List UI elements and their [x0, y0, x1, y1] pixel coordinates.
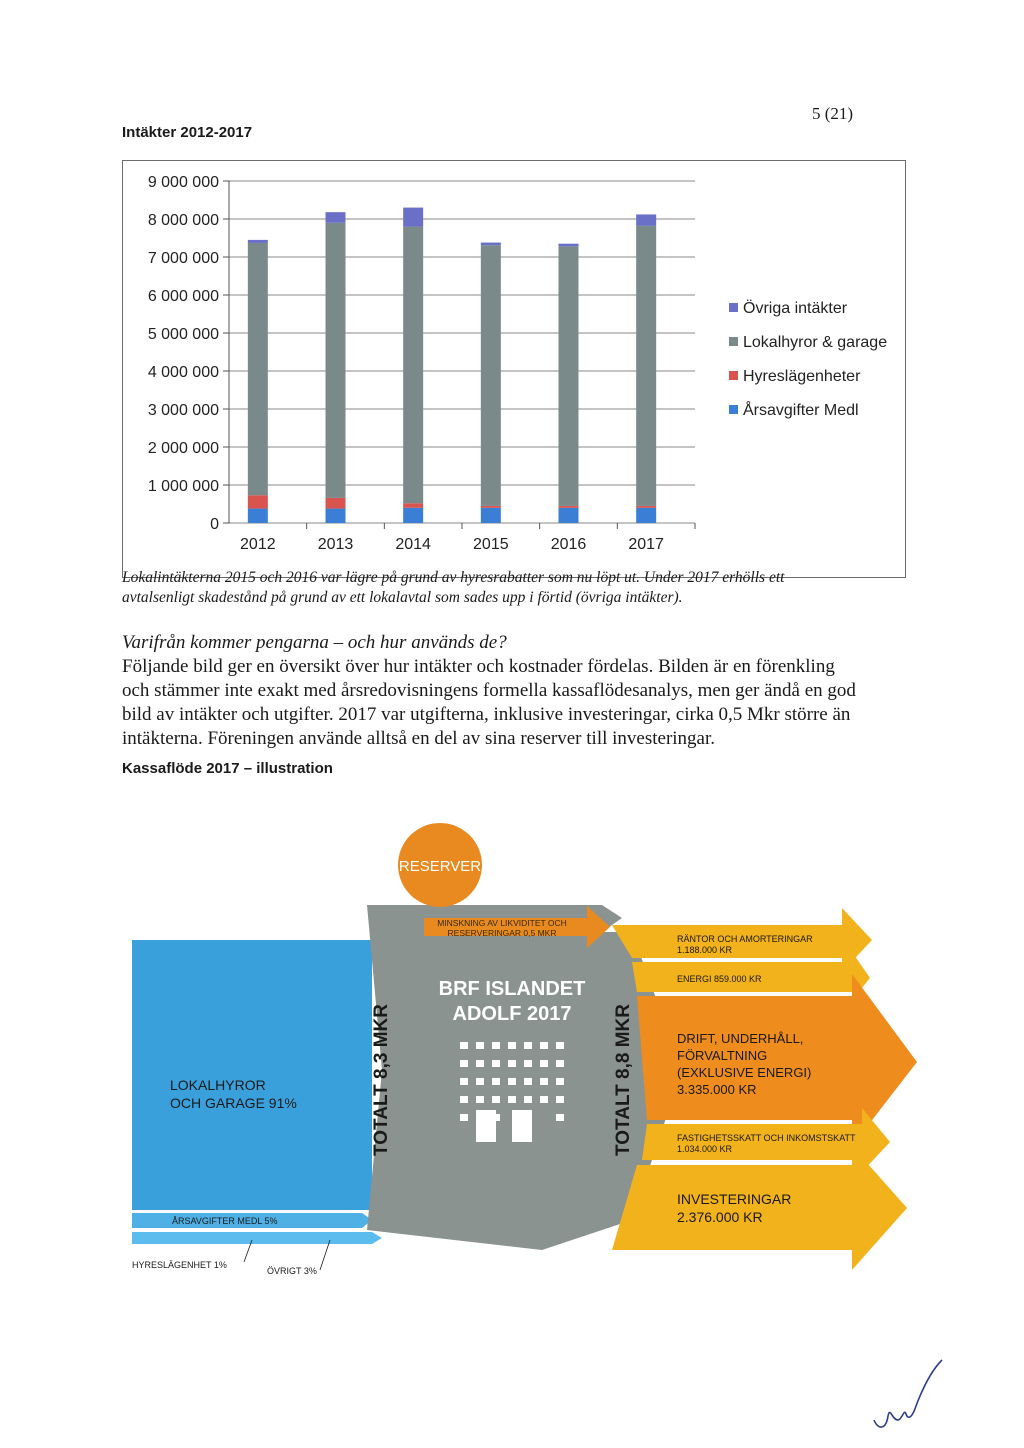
- y-tick-label: 9 000 000: [147, 174, 219, 191]
- page-number: 5 (21): [812, 104, 854, 123]
- legend-label: Övriga intäkter: [743, 300, 848, 317]
- income-main-block: [132, 940, 372, 1210]
- income-main-line-1: LOKALHYROR: [170, 1077, 266, 1093]
- legend-label: Hyreslägenheter: [743, 368, 861, 385]
- bar-segment: [403, 503, 423, 508]
- out-tax-line-2: 1.034.000 KR: [677, 1144, 733, 1154]
- x-tick-label: 2016: [550, 536, 587, 553]
- reserves-label: RESERVER: [398, 858, 482, 875]
- body-line-2: och stämmer inte exakt med årsredovisningens formella kassaflödesanalys, men ger ändå en god: [122, 680, 856, 701]
- bar-segment: [326, 498, 346, 509]
- bar-segment: [403, 508, 423, 523]
- income-chart-frame: [122, 160, 906, 578]
- x-tick-label: 2012: [240, 536, 276, 553]
- out-ops-line-1: DRIFT, UNDERHÅLL,: [677, 1031, 804, 1046]
- bar-segment: [248, 243, 268, 495]
- out-interest-line-2: 1.188.000 KR: [677, 945, 733, 955]
- chart-caption: [122, 568, 922, 608]
- y-tick-label: 6 000 000: [147, 288, 219, 305]
- center-title-line-1: BRF ISLANDET: [438, 978, 586, 1000]
- signature-mark: [870, 1358, 950, 1438]
- bar-segment: [559, 508, 579, 523]
- y-tick-label: 2 000 000: [147, 440, 219, 457]
- bar-segment: [636, 508, 656, 523]
- bar-segment: [481, 508, 501, 523]
- bar-segment: [481, 245, 501, 506]
- reserve-note-line-2: RESERVERINGAR 0,5 MKR: [447, 928, 557, 938]
- section-title: Varifrån kommer pengarna – och hur används de?: [122, 632, 507, 653]
- bar-segment: [559, 506, 579, 508]
- income-small-arrow: [132, 1232, 382, 1244]
- out-energy-label: ENERGI 859.000 KR: [677, 974, 762, 984]
- caption-line-2: avtalsenligt skadestånd på grund av ett lokalavtal som sades upp i förtid (övriga intäkter).: [122, 589, 683, 606]
- x-tick-label: 2015: [473, 536, 509, 553]
- chart-heading: Intäkter 2012-2017: [122, 124, 253, 141]
- out-ops-line-2: FÖRVALTNING: [677, 1048, 768, 1063]
- bar-segment: [559, 246, 579, 506]
- income-chart: [123, 161, 905, 577]
- body-paragraph: [122, 655, 922, 751]
- y-tick-label: 0: [210, 516, 219, 533]
- y-tick-label: 7 000 000: [147, 250, 219, 267]
- y-tick-label: 4 000 000: [147, 364, 219, 381]
- illustration-heading: Kassaflöde 2017 – illustration: [122, 760, 333, 777]
- income-apartments-label: HYRESLÄGENHET 1%: [132, 1260, 227, 1270]
- bar-segment: [326, 212, 346, 223]
- out-ops-line-3: (EXKLUSIVE ENERGI): [677, 1065, 812, 1080]
- legend-swatch: [729, 337, 738, 346]
- income-main-line-2: OCH GARAGE 91%: [170, 1095, 297, 1111]
- out-ops-line-4: 3.335.000 KR: [677, 1082, 757, 1097]
- bar-segment: [248, 495, 268, 508]
- reserve-note-line-1: MINSKNING AV LIKVIDITET OCH: [437, 918, 567, 928]
- out-invest-line-2: 2.376.000 KR: [677, 1209, 763, 1225]
- x-tick-label: 2014: [395, 536, 431, 553]
- out-invest-arrow: [612, 1146, 907, 1270]
- y-tick-label: 1 000 000: [147, 478, 219, 495]
- bar-segment: [403, 208, 423, 227]
- bar-segment: [326, 509, 346, 523]
- bar-segment: [481, 243, 501, 246]
- y-tick-label: 8 000 000: [147, 212, 219, 229]
- x-tick-label: 2017: [628, 536, 664, 553]
- legend-swatch: [729, 371, 738, 380]
- bar-segment: [248, 509, 268, 523]
- legend-label: Årsavgifter Medl: [743, 402, 859, 419]
- bar-segment: [248, 240, 268, 243]
- y-tick-label: 5 000 000: [147, 326, 219, 343]
- body-line-1: Följande bild ger en översikt över hur intäkter och kostnader fördelas. Bilden är en förenkling: [122, 656, 835, 677]
- out-interest-line-1: RÄNTOR OCH AMORTERINGAR: [677, 934, 813, 944]
- cashflow-illustration: [132, 810, 922, 1300]
- bar-segment: [636, 226, 656, 506]
- income-fee-label: ÅRSAVGIFTER MEDL 5%: [172, 1216, 278, 1226]
- body-line-4: intäkterna. Föreningen använde alltså en del av sina reserver till investeringar.: [122, 728, 716, 749]
- other-pointer: [320, 1240, 330, 1270]
- total-in-label: TOTALT 8,3 MKR: [371, 1004, 392, 1156]
- legend-swatch: [729, 405, 738, 414]
- out-tax-line-1: FASTIGHETSSKATT OCH INKOMSTSKATT: [677, 1133, 856, 1143]
- legend-swatch: [729, 303, 738, 312]
- center-title-line-2: ADOLF 2017: [452, 1003, 572, 1025]
- bar-segment: [403, 227, 423, 504]
- income-other-label: ÖVRIGT 3%: [267, 1266, 317, 1276]
- bar-segment: [559, 244, 579, 247]
- caption-line-1: Lokalintäkterna 2015 och 2016 var lägre på grund av hyresrabatter som nu löpt ut. Under 2017 erhölls ett: [122, 569, 785, 586]
- out-invest-line-1: INVESTERINGAR: [677, 1191, 792, 1207]
- body-line-3: bild av intäkter och utgifter. 2017 var utgifterna, inklusive investeringar, cirka 0,5 Mkr större än: [122, 704, 851, 725]
- x-tick-label: 2013: [317, 536, 354, 553]
- bar-segment: [326, 223, 346, 498]
- y-tick-label: 3 000 000: [147, 402, 219, 419]
- bar-segment: [636, 506, 656, 508]
- total-out-label: TOTALT 8,8 MKR: [613, 1004, 634, 1156]
- bar-segment: [636, 214, 656, 225]
- bar-segment: [481, 506, 501, 508]
- legend-label: Lokalhyror & garage: [743, 334, 888, 351]
